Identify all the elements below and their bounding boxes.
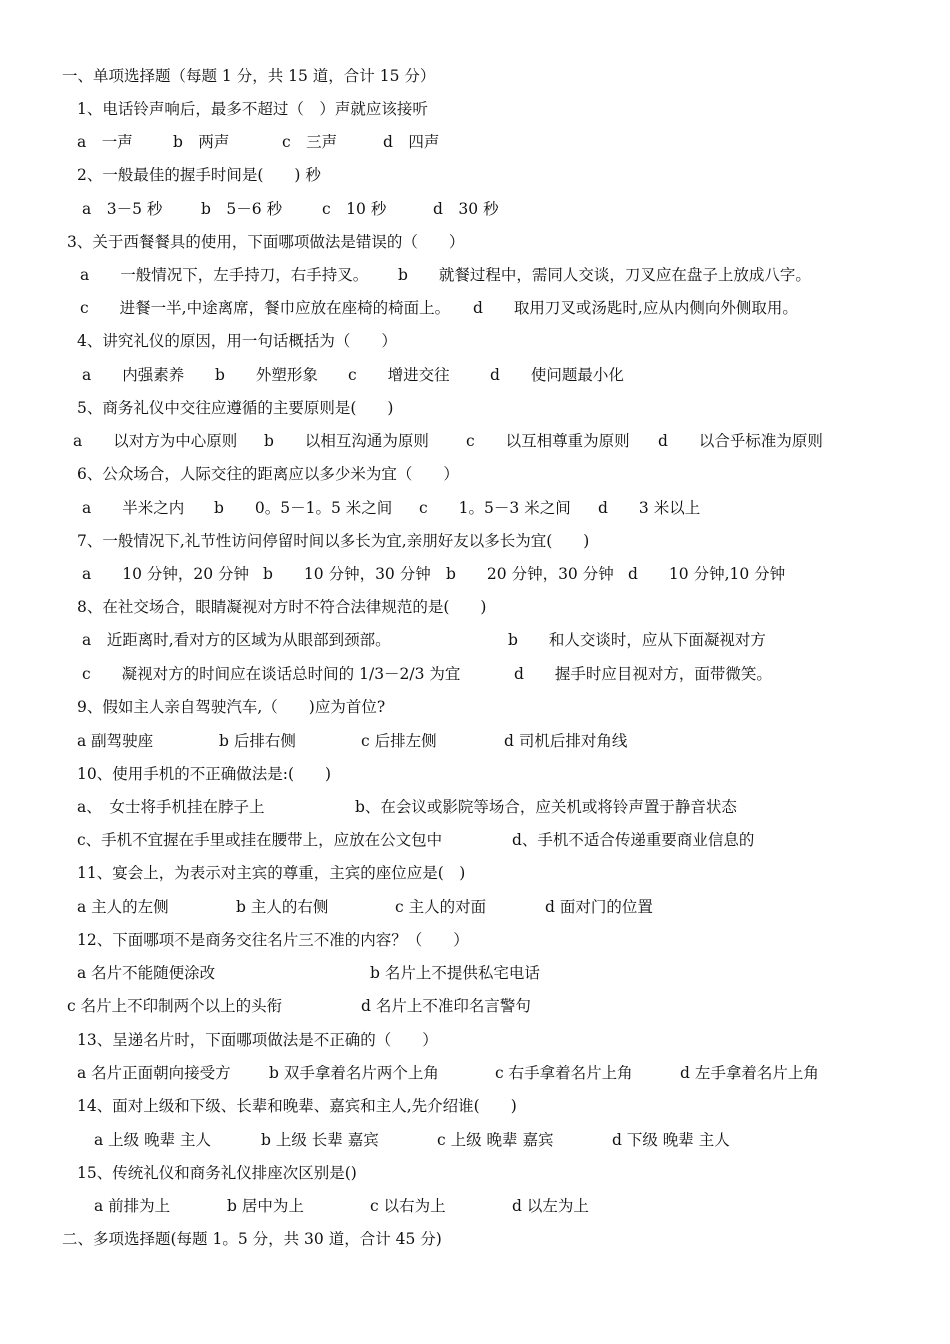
question-6-option-d: d 3 米以上 [598, 499, 701, 517]
question-12-option-a: a 名片不能随便涂改 [77, 964, 216, 982]
question-2-option-c: c 10 秒 [322, 200, 387, 218]
question-4-option-c: c 增进交往 [348, 366, 450, 384]
question-8-option-d: d 握手时应目视对方，面带微笑。 [514, 665, 772, 683]
question-14-option-d: d 下级 晚辈 主人 [612, 1131, 730, 1149]
question-7-option-b: b 10 分钟，30 分钟 [263, 565, 431, 583]
question-9-option-c: c 后排左侧 [361, 732, 437, 750]
question-3-option-b: b 就餐过程中，需同人交谈，刀叉应在盘子上放成八字。 [398, 266, 811, 284]
question-4-option-d: d 使问题最小化 [490, 366, 624, 384]
question-5-option-a: a 以对方为中心原则 [73, 432, 238, 450]
question-13-stem: 13、呈递名片时，下面哪项做法是不正确的（ ） [77, 1031, 438, 1049]
question-2-stem: 2、一般最佳的握手时间是( ) 秒 [77, 166, 321, 184]
question-13-option-d: d 左手拿着名片上角 [680, 1064, 819, 1082]
question-3-option-c: c 进餐一半,中途离席，餐巾应放在座椅的椅面上。 [80, 299, 451, 317]
question-5-option-b: b 以相互沟通为原则 [264, 432, 429, 450]
question-7-option-d: d 10 分钟,10 分钟 [628, 565, 786, 583]
question-15-option-a: a 前排为上 [94, 1197, 171, 1215]
question-13-option-c: c 右手拿着名片上角 [495, 1064, 633, 1082]
question-8-option-b: b 和人交谈时，应从下面凝视对方 [508, 631, 766, 649]
question-11-stem: 11、宴会上，为表示对主宾的尊重，主宾的座位应是( ) [77, 864, 466, 882]
question-13-option-b: b 双手拿着名片两个上角 [269, 1064, 439, 1082]
question-2-option-d: d 30 秒 [433, 200, 499, 218]
question-10-option-c: c、手机不宜握在手里或挂在腰带上，应放在公文包中 [77, 831, 443, 849]
question-12-stem: 12、下面哪项不是商务交往名片三不准的内容？（ ） [77, 931, 469, 949]
question-1-option-a: a 一声 [77, 133, 133, 151]
section-2-heading: 二、多项选择题(每题 1。5 分，共 30 道，合计 45 分) [62, 1230, 442, 1248]
question-9-option-a: a 副驾驶座 [77, 732, 154, 750]
question-5-stem: 5、商务礼仪中交往应遵循的主要原则是( ) [77, 399, 394, 417]
question-14-option-c: c 上级 晚辈 嘉宾 [437, 1131, 554, 1149]
question-12-option-d: d 名片上不准印名言警句 [361, 997, 531, 1015]
question-14-option-a: a 上级 晚辈 主人 [94, 1131, 212, 1149]
question-4-stem: 4、讲究礼仪的原因，用一句话概括为（ ） [77, 332, 397, 350]
question-7-option-a: a 10 分钟，20 分钟 [82, 565, 250, 583]
question-9-option-d: d 司机后排对角线 [504, 732, 628, 750]
question-9-option-b: b 后排右侧 [219, 732, 296, 750]
question-15-option-d: d 以左为上 [512, 1197, 589, 1215]
question-5-option-d: d 以合乎标准为原则 [658, 432, 823, 450]
question-14-option-b: b 上级 长辈 嘉宾 [261, 1131, 379, 1149]
question-1-option-d: d 四声 [383, 133, 440, 151]
question-2-option-a: a 3－5 秒 [82, 200, 163, 218]
question-6-option-a: a 半米之内 [82, 499, 185, 517]
question-3-stem: 3、关于西餐餐具的使用，下面哪项做法是错误的（ ） [67, 233, 465, 251]
question-13-option-a: a 名片正面朝向接受方 [77, 1064, 231, 1082]
question-15-option-c: c 以右为上 [370, 1197, 446, 1215]
question-5-option-c: c 以互相尊重为原则 [466, 432, 630, 450]
question-6-stem: 6、公众场合，人际交往的距离应以多少米为宜（ ） [77, 465, 459, 483]
question-10-stem: 10、使用手机的不正确做法是:( ) [77, 765, 332, 783]
question-11-option-a: a 主人的左侧 [77, 898, 169, 916]
question-8-stem: 8、在社交场合，眼睛凝视对方时不符合法律规范的是( ) [77, 598, 487, 616]
question-15-option-b: b 居中为上 [227, 1197, 304, 1215]
question-11-option-d: d 面对门的位置 [545, 898, 653, 916]
question-4-option-b: b 外塑形象 [215, 366, 318, 384]
question-2-option-b: b 5－6 秒 [201, 200, 283, 218]
question-14-stem: 14、面对上级和下级、长辈和晚辈、嘉宾和主人,先介绍谁( ) [77, 1097, 517, 1115]
question-1-option-c: c 三声 [282, 133, 338, 151]
question-10-option-d: d、手机不适合传递重要商业信息的 [512, 831, 755, 849]
question-10-option-a: a、 女士将手机挂在脖子上 [77, 798, 265, 816]
question-1-stem: 1、电话铃声响后，最多不超过（ ）声就应该接听 [77, 100, 428, 118]
question-8-option-a: a 近距离时,看对方的区域为从眼部到颈部。 [82, 631, 391, 649]
question-12-option-b: b 名片上不提供私宅电话 [370, 964, 540, 982]
question-6-option-b: b 0。5－1。5 米之间 [214, 499, 393, 517]
question-8-option-c: c 凝视对方的时间应在谈话总时间的 1/3－2/3 为宜 [82, 665, 461, 683]
question-9-stem: 9、假如主人亲自驾驶汽车,（ )应为首位? [77, 698, 386, 716]
question-7-stem: 7、一般情况下,礼节性访问停留时间以多长为宜,亲朋好友以多长为宜( ) [77, 532, 590, 550]
question-11-option-b: b 主人的右侧 [236, 898, 329, 916]
question-3-option-d: d 取用刀叉或汤匙时,应从内侧向外侧取用。 [473, 299, 798, 317]
question-7-option-c: b 20 分钟，30 分钟 [446, 565, 614, 583]
question-15-stem: 15、传统礼仪和商务礼仪排座次区别是() [77, 1164, 357, 1182]
question-11-option-c: c 主人的对面 [395, 898, 487, 916]
question-4-option-a: a 内强素养 [82, 366, 185, 384]
question-3-option-a: a 一般情况下，左手持刀，右手持叉。 [80, 266, 369, 284]
question-12-option-c: c 名片上不印制两个以上的头衔 [67, 997, 283, 1015]
question-10-option-b: b、在会议或影院等场合，应关机或将铃声置于静音状态 [355, 798, 737, 816]
section-1-heading: 一、单项选择题（每题 1 分，共 15 道，合计 15 分） [62, 67, 436, 85]
question-6-option-c: c 1。5－3 米之间 [419, 499, 571, 517]
question-1-option-b: b 两声 [173, 133, 230, 151]
